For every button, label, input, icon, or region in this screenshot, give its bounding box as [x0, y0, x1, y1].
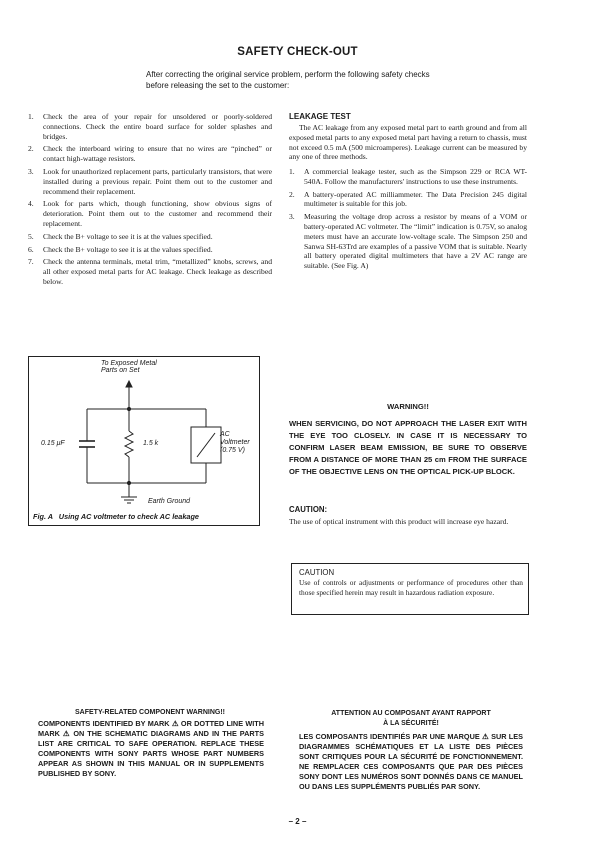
method-text: A battery-operated AC milliammeter. The Data Precision 245 digital multimeter is suitable for this job. — [304, 189, 527, 209]
check-text: Check the B+ voltage to see it is at the values specified. — [43, 244, 213, 254]
check-item — [28, 112, 272, 141]
top-label-2: Parts on Set — [101, 367, 140, 374]
leakage-method — [289, 190, 527, 210]
leakage-heading: LEAKAGE TEST — [289, 112, 351, 121]
leakage-method-list — [289, 167, 527, 274]
safety-warning-fr-heading-line-2: À LA SÉCURITÉ! — [383, 720, 439, 727]
method-number: 2. — [289, 189, 295, 199]
check-text: Check the antenna terminals, metal trim, “metallized” knobs, screws, and all other exposed metal parts for AC leakage. Check leakage as described below. — [43, 257, 272, 286]
caution-box-body: Use of controls or adjustments or performance of procedures other than those specified herein may result in hazardous radiation exposure. — [299, 578, 523, 597]
meter-label-1: AC — [220, 431, 230, 438]
method-text: A commercial leakage tester, such as the Simpson 229 or RCA WT-540A. Follow the manufacturers' instructions to use these instruments. — [304, 167, 527, 186]
safety-warning-fr-heading — [291, 709, 531, 729]
check-number: 7. — [28, 257, 34, 267]
voltmeter-needle — [197, 433, 215, 457]
check-number: 1. — [28, 112, 34, 121]
leakage-method — [289, 167, 527, 187]
check-text: Look for unauthorized replacement parts, particularly transistors, that were installed during a previous repair. Point them out to the customer and recommend their replacement. — [43, 166, 272, 196]
top-label-1: To Exposed Metal — [101, 360, 157, 367]
method-text: Measuring the voltage drop across a resistor by means of a VOM or battery-operated AC voltmeter. The “limit” indication is 0.75V, so analog meters must have an accurate low-voltage scale. The Simpson 250 and Sanwa SH-63Trd are examples of a passive VOM that is suitable. Nearly all battery operated digital multimeters that have a 2V AC range are suitable. (See Fig. A) — [304, 212, 527, 271]
resistor-zigzag — [125, 431, 133, 457]
caution-box — [291, 563, 529, 615]
method-number: 3. — [289, 212, 295, 222]
meter-label-2: Voltmeter — [220, 439, 250, 446]
warning-body: WHEN SERVICING, DO NOT APPROACH THE LASER EXIT WITH THE EYE TOO CLOSELY. IN CASE IT IS NECESSARY TO CONFIRM LASER BEAM EMISSION, BE SURE TO OBSERVE FROM A DISTANCE OF MORE THAN 25 cm FROM THE SURFACE OF THE OBJECTIVE LENS ON THE OPTICAL PICK-UP BLOCK. — [289, 419, 527, 476]
check-text: Look for parts which, though functioning, show obvious signs of deterioration. Point them out to the customer and recommend their replacement. — [43, 199, 272, 228]
check-item — [28, 199, 272, 228]
safety-warning-fr-body: LES COMPOSANTS IDENTIFIÉS PAR UNE MARQUE ⚠ SUR LES DIAGRAMMES SCHÉMATIQUES ET LA LISTE DES PIÈCES SONT CRITIQUES POUR LA SÉCURITÉ DE FONCTIONNEMENT. NE REMPLACER CES COMPOSANTS QUE PAR DES PIÈCES SONY DONT LES NUMÉROS SONT DONNÉS DANS CE MANUEL OU DANS LES SUPPLÉMENTS PUBLIÉS PAR SONY. — [299, 732, 523, 791]
ground-label: Earth Ground — [148, 498, 191, 505]
check-number: 6. — [28, 244, 34, 254]
check-list — [28, 112, 272, 290]
check-item — [28, 167, 272, 196]
page-title: SAFETY CHECK-OUT — [237, 46, 358, 58]
method-number: 1. — [289, 167, 295, 176]
check-text: Check the area of your repair for unsoldered or poorly-soldered connections. Check the entire board surface for solder splashes and bridges. — [43, 112, 272, 141]
caution-body: The use of optical instrument with this product will increase eye hazard. — [289, 517, 509, 526]
check-number: 5. — [28, 231, 34, 241]
figure-a-box — [28, 356, 260, 526]
check-number: 4. — [28, 199, 34, 209]
figure-caption: Fig. A Using AC voltmeter to check AC leakage — [33, 512, 199, 521]
capacitor-label: 0.15 μF — [41, 440, 65, 447]
check-item — [28, 245, 272, 255]
caution-heading: CAUTION: — [289, 505, 328, 514]
leakage-method — [289, 212, 527, 271]
leakage-intro: The AC leakage from any exposed metal part to earth ground and from all exposed metal parts to any exposed metal part having a return to chassis, must not exceed 0.5 mA (500 microamperes). Leakage current can be measured by any one of three methods. — [289, 123, 527, 162]
check-text: Check the interboard wiring to ensure that no wires are “pinched” or contact high-wattage resistors. — [43, 144, 272, 164]
safety-warning-body: COMPONENTS IDENTIFIED BY MARK ⚠ OR DOTTED LINE WITH MARK ⚠ ON THE SCHEMATIC DIAGRAMS AND IN THE PARTS LIST ARE CRITICAL TO SAFE OPERATION. REPLACE THESE COMPONENTS WITH SONY PARTS WHOSE PART NUMBERS APPEAR AS SHOWN IN THIS MANUAL OR IN SUPPLEMENTS PUBLISHED BY SONY. — [38, 719, 264, 778]
top-lead-arrow — [126, 381, 132, 387]
check-item — [28, 232, 272, 242]
caution-box-heading: CAUTION — [299, 568, 335, 577]
check-item — [28, 257, 272, 286]
warning-heading: WARNING!! — [387, 402, 429, 411]
resistor-label: 1.5 k — [143, 440, 159, 447]
safety-warning-fr-heading-line-1: ATTENTION AU COMPOSANT AYANT RAPPORT — [331, 710, 491, 717]
check-number: 2. — [28, 144, 34, 154]
check-text: Check the B+ voltage to see it is at the values specified. — [43, 231, 213, 241]
check-number: 3. — [28, 166, 34, 176]
check-item — [28, 144, 272, 164]
meter-label-3: (0.75 V) — [220, 447, 245, 454]
page-number: – 2 – — [288, 817, 307, 826]
safety-warning-heading: SAFETY-RELATED COMPONENT WARNING!! — [75, 709, 225, 716]
intro-text: After correcting the original service problem, perform the following safety checks before releasing the set to the customer: — [146, 70, 430, 90]
